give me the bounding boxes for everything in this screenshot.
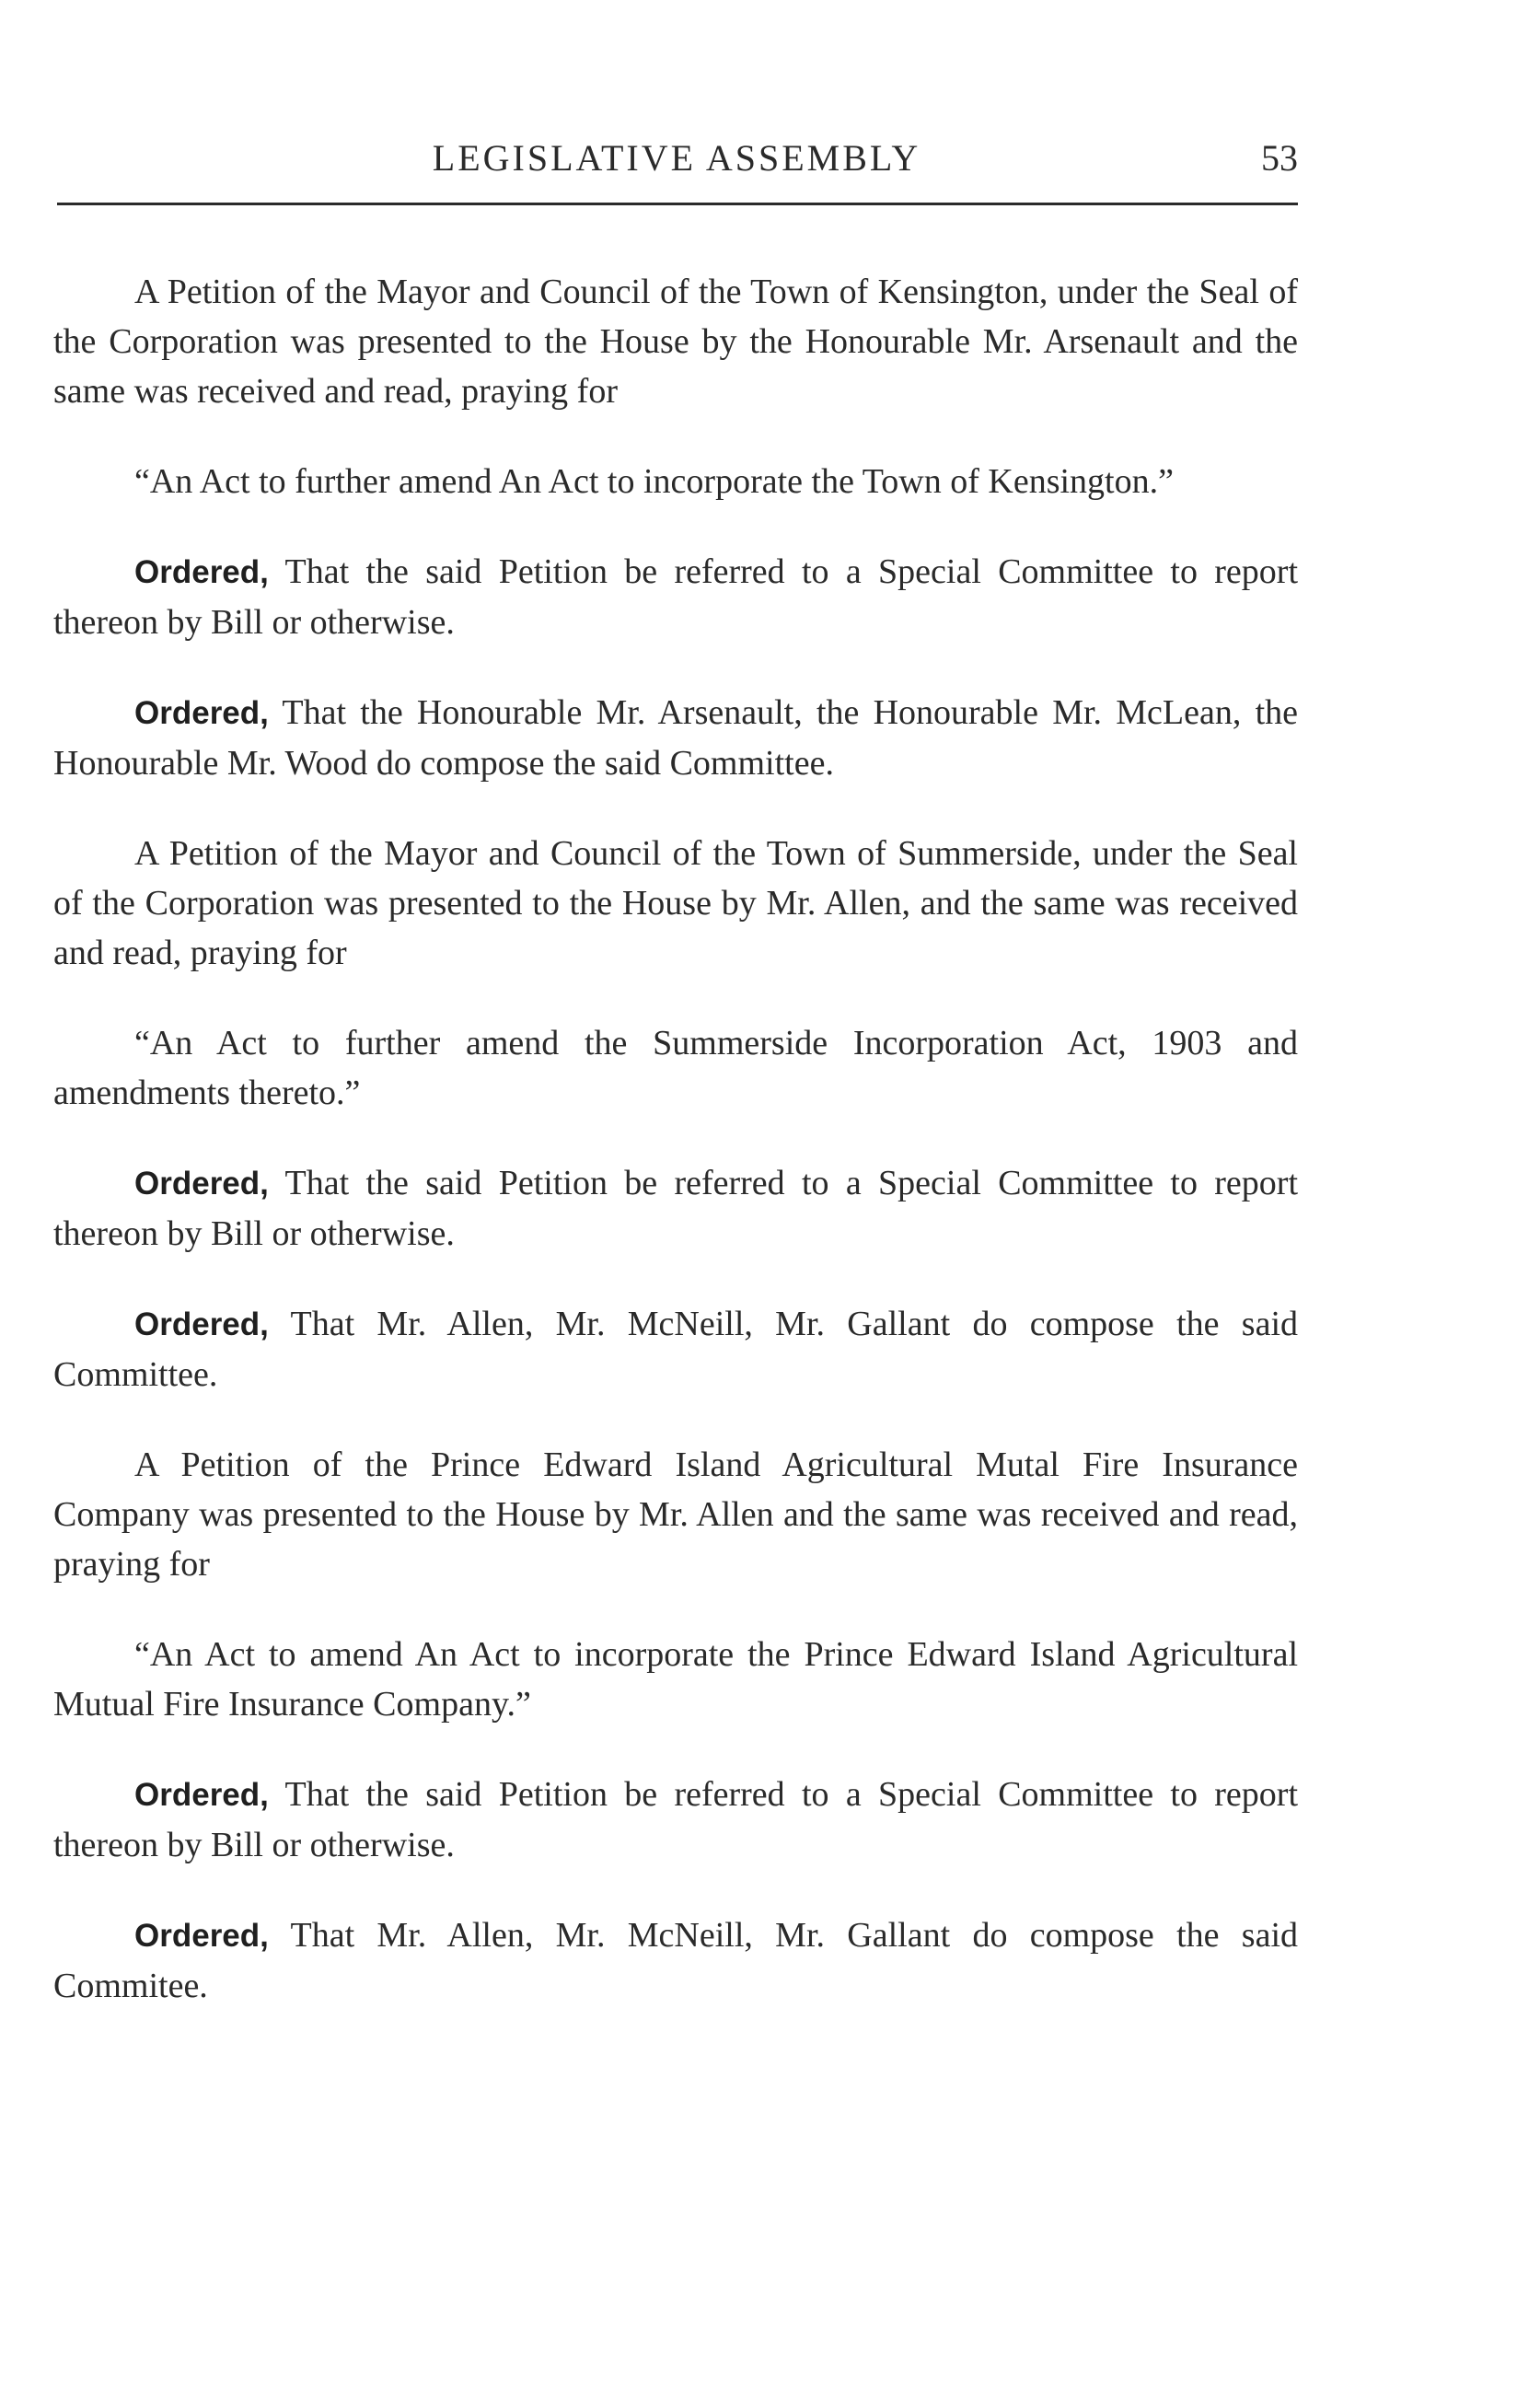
petition-paragraph-insurance: A Petition of the Prince Edward Island Agricultural Mutal Fire Insurance Company was presented to the House by Mr. Allen and the same was received and read, praying for [53,1445,1298,1584]
page-header [55,136,1298,192]
order-paragraph: Ordered, That the said Petition be referred to a Special Committee to report thereon by Bill or otherwise. [53,1164,1298,1253]
ordered-label: Ordered, [134,1166,269,1202]
ordered-label: Ordered, [134,1777,269,1813]
page-number: 53 [1261,137,1298,179]
order-paragraph: Ordered, That the Honourable Mr. Arsenault, the Honourable Mr. McLean, the Honourable Mr. Wood do compose the said Committee. [53,693,1298,783]
ordered-label: Ordered, [134,1306,269,1342]
petition-paragraph-kensington: A Petition of the Mayor and Council of the Town of Kensington, under the Seal of the Corporation was presented to the House by the Honourable Mr. Arsenault and the same was received and read, praying for [53,273,1298,411]
petition-paragraph-summerside: A Petition of the Mayor and Council of the Town of Summerside, under the Seal of the Corporation was presented to the House by Mr. Allen, and the same was received and read, praying for [53,834,1298,972]
order-paragraph: Ordered, That the said Petition be referred to a Special Committee to report thereon by Bill or otherwise. [53,1775,1298,1864]
act-title-insurance: “An Act to amend An Act to incorporate the Prince Edward Island Agricultural Mutual Fire Insurance Company.” [53,1635,1298,1724]
running-head-title: LEGISLATIVE ASSEMBLY [432,137,921,179]
ordered-label: Ordered, [134,695,269,731]
ordered-label: Ordered, [134,1918,269,1954]
header-rule [57,203,1298,205]
document-body [53,267,1298,2011]
order-paragraph: Ordered, That the said Petition be referred to a Special Committee to report thereon by Bill or otherwise. [53,552,1298,642]
order-paragraph: Ordered, That Mr. Allen, Mr. McNeill, Mr. Gallant do compose the said Commitee. [53,1916,1298,2005]
act-title-summerside: “An Act to further amend the Summerside Incorporation Act, 1903 and amendments thereto.” [53,1024,1298,1112]
act-title-kensington: “An Act to further amend An Act to incorporate the Town of Kensington.” [134,462,1174,501]
order-paragraph: Ordered, That Mr. Allen, Mr. McNeill, Mr. Gallant do compose the said Committee. [53,1305,1298,1394]
ordered-label: Ordered, [134,554,269,590]
